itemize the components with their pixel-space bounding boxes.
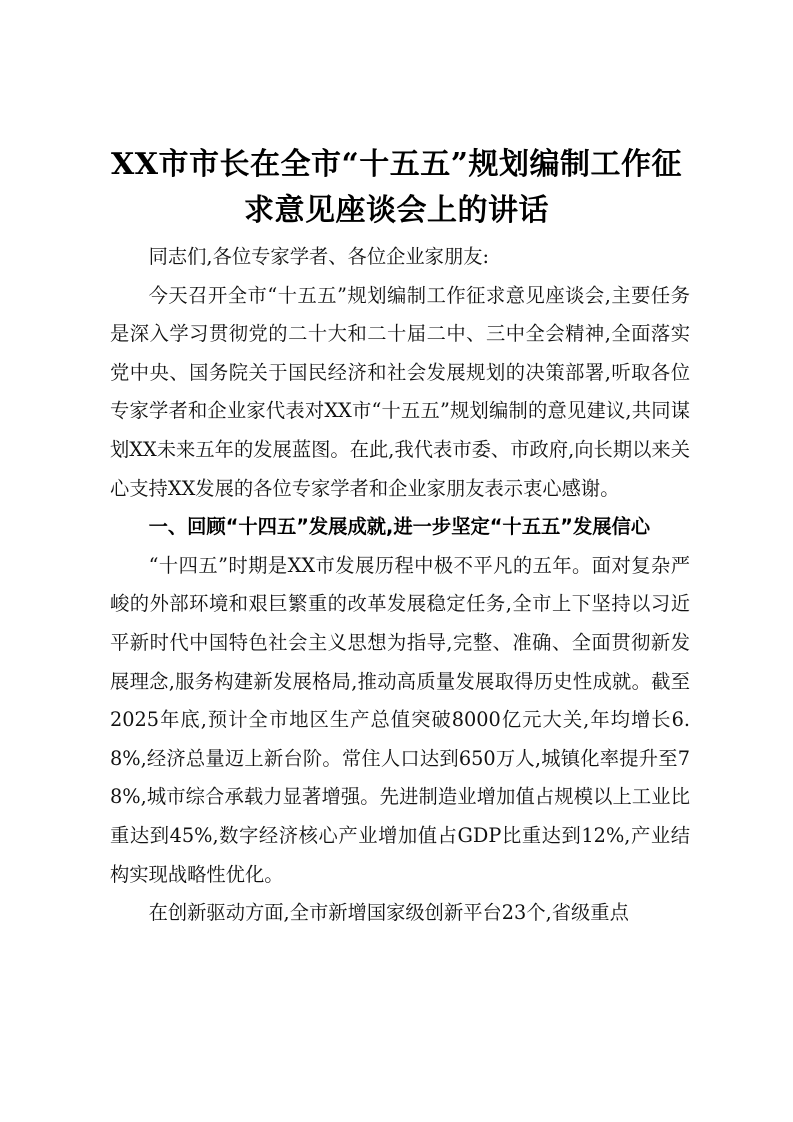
title-line-1: XX市市长在全市“十五五”规划编制工作征 [110, 147, 683, 182]
section-1-paragraph-2: 在创新驱动方面,全市新增国家级创新平台23个,省级重点 [148, 901, 629, 925]
intro-paragraph: 今天召开全市“十五五”规划编制工作征求意见座谈会,主要任务是深入学习贯彻党的二十大和二十届二中、三中全会精神,全面落实党中央、国务院关于国民经济和社会发展规划的决策部署,听取各位专家学者和企业家代表对XX市“十五五”规划编制的意见建议,共同谋划XX未来五年的发展蓝图。在此,我代表市委、市政府,向长期以来关心支持XX发展的各位专家学者和企业家朋友表示衷心感谢。 [110, 283, 690, 500]
document-body [110, 238, 690, 933]
section-1-heading: 一、回顾“十四五”发展成就,进一步坚定“十五五”发展信心 [148, 515, 651, 539]
section-1-paragraph-1: “十四五”时期是XX市发展历程中极不平凡的五年。面对复杂严峻的外部环境和艰巨繁重的改革发展稳定任务,全市上下坚持以习近平新时代中国特色社会主义思想为指导,完整、准确、全面贯彻新发展理念,服务构建新发展格局,推动高质量发展取得历史性成就。截至2025年底,预计全市地区生产总值突破8000亿元大关,年均增长6.8%,经济总量迈上新台阶。常住人口达到650万人,城镇化率提升至78%,城市综合承载力显著增强。先进制造业增加值占规模以上工业比重达到45%,数字经济核心产业增加值占GDP比重达到12%,产业结构实现战略性优化。 [110, 553, 690, 886]
document-title [100, 142, 693, 234]
title-line-2: 求意见座谈会上的讲话 [244, 193, 549, 228]
salutation-paragraph: 同志们,各位专家学者、各位企业家朋友: [148, 245, 489, 268]
